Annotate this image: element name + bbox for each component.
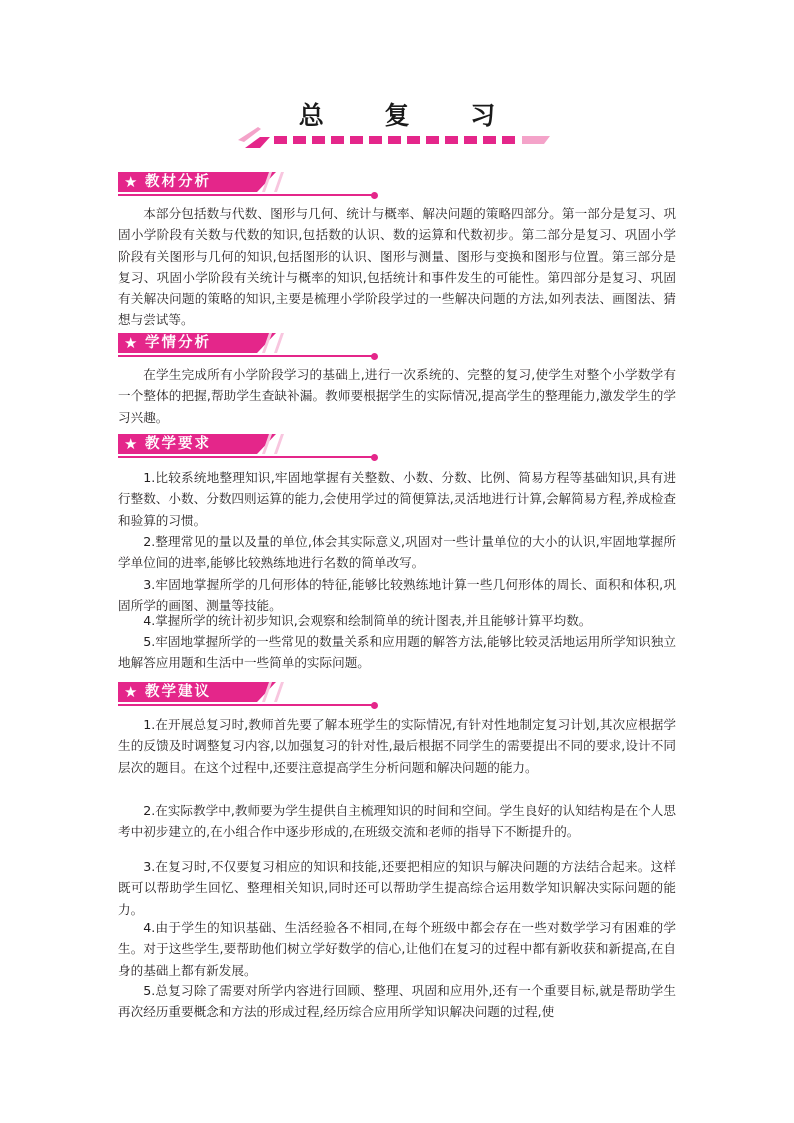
section-header-teaching-requirements (118, 434, 380, 462)
suggestion-item: 1.在开展总复习时,教师首先要了解本班学生的实际情况,有针对性地制定复习计划,其次应根据学生的反馈及时调整复习内容,以加强复习的针对性,最后根据不同学生的需要提出不同的要求,设计不同层次的题目。在这个过程中,还要注意提高学生分析问题和解决问题的能力。 (118, 717, 676, 775)
requirement-item: 1.比较系统地整理知识,牢固地掌握有关整数、小数、分数、比例、简易方程等基础知识,具有进行整数、小数、分数四则运算的能力,会使用学过的简便算法,灵活地进行计算,会解简易方程,养成检查和验算的习惯。 (118, 470, 676, 528)
suggestion-item: 4.由于学生的知识基础、生活经验各不相同,在每个班级中都会存在一些对数学学习有困难的学生。对于这些学生,要帮助他们树立学好数学的信心,让他们在复习的过程中都有新收获和新提高,在自身的基础上都有新发展。 (118, 920, 676, 978)
requirement-item: 5.牢固地掌握所学的一些常见的数量关系和应用题的解答方法,能够比较灵活地运用所学知识独立地解答应用题和生活中一些简单的实际问题。 (118, 634, 676, 671)
suggestion-item: 3.在复习时,不仅要复习相应的知识和技能,还要把相应的知识与解决问题的方法结合起来。这样既可以帮助学生回忆、整理相关知识,同时还可以帮助学生提高综合运用数学知识解决实际问题的能力。 (118, 859, 676, 917)
section-header-student-analysis (118, 333, 380, 361)
requirement-item: 3.牢固地掌握所学的几何形体的特征,能够比较熟练地计算一些几何形体的周长、面积和体积,巩固所学的画图、测量等技能。 (118, 577, 676, 614)
star-icon: ★ (124, 334, 138, 352)
star-icon: ★ (124, 435, 138, 453)
section-heading: 教材分析 (145, 174, 211, 190)
paragraph: 在学生完成所有小学阶段学习的基础上,进行一次系统的、完整的复习,使学生对整个小学数学有一个整体的把握,帮助学生查缺补漏。教师要根据学生的实际情况,提高学生的整理能力,激发学生的学习兴趣。 (118, 367, 676, 425)
page-title: 总 复 习 (298, 101, 522, 130)
paragraph: 本部分包括数与代数、图形与几何、统计与概率、解决问题的策略四部分。第一部分是复习、巩固小学阶段有关数与代数的知识,包括数的认识、数的运算和代数初步。第二部分是复习、巩固小学阶段有关图形与几何的知识,包括图形的认识、图形与测量、图形与变换和图形与位置。第三部分是复习、巩固小学阶段有关统计与概率的知识,包括统计和事件发生的可能性。第四部分是复习、巩固有关解决问题的策略的知识,主要是梳理小学阶段学过的一些解决问题的方法,如列表法、画图法、猜想与尝试等。 (118, 206, 676, 328)
requirement-item: 2.整理常见的量以及量的单位,体会其实际意义,巩固对一些计量单位的大小的认识,牢固地掌握所学单位间的进率,能够比较熟练地进行名数的简单改写。 (118, 534, 676, 571)
star-icon: ★ (124, 683, 138, 701)
suggestion-item: 5.总复习除了需要对所学内容进行回顾、整理、巩固和应用外,还有一个重要目标,就是帮助学生再次经历重要概念和方法的形成过程,经历综合应用所学知识解决问题的过程,使 (118, 983, 676, 1020)
section-heading: 学情分析 (145, 335, 211, 351)
star-icon: ★ (124, 173, 138, 191)
section-heading: 教学建议 (145, 684, 211, 700)
title-decoration (238, 126, 560, 148)
section-heading: 教学要求 (145, 436, 211, 452)
section-header-teaching-suggestions (118, 682, 380, 710)
suggestion-item: 2.在实际教学中,教师要为学生提供自主梳理知识的时间和空间。学生良好的认知结构是在个人思考中初步建立的,在小组合作中逐步形成的,在班级交流和老师的指导下不断提升的。 (118, 803, 676, 840)
requirement-item: 4.掌握所学的统计初步知识,会观察和绘制简单的统计图表,并且能够计算平均数。 (143, 613, 592, 628)
section-header-material-analysis (118, 172, 380, 200)
